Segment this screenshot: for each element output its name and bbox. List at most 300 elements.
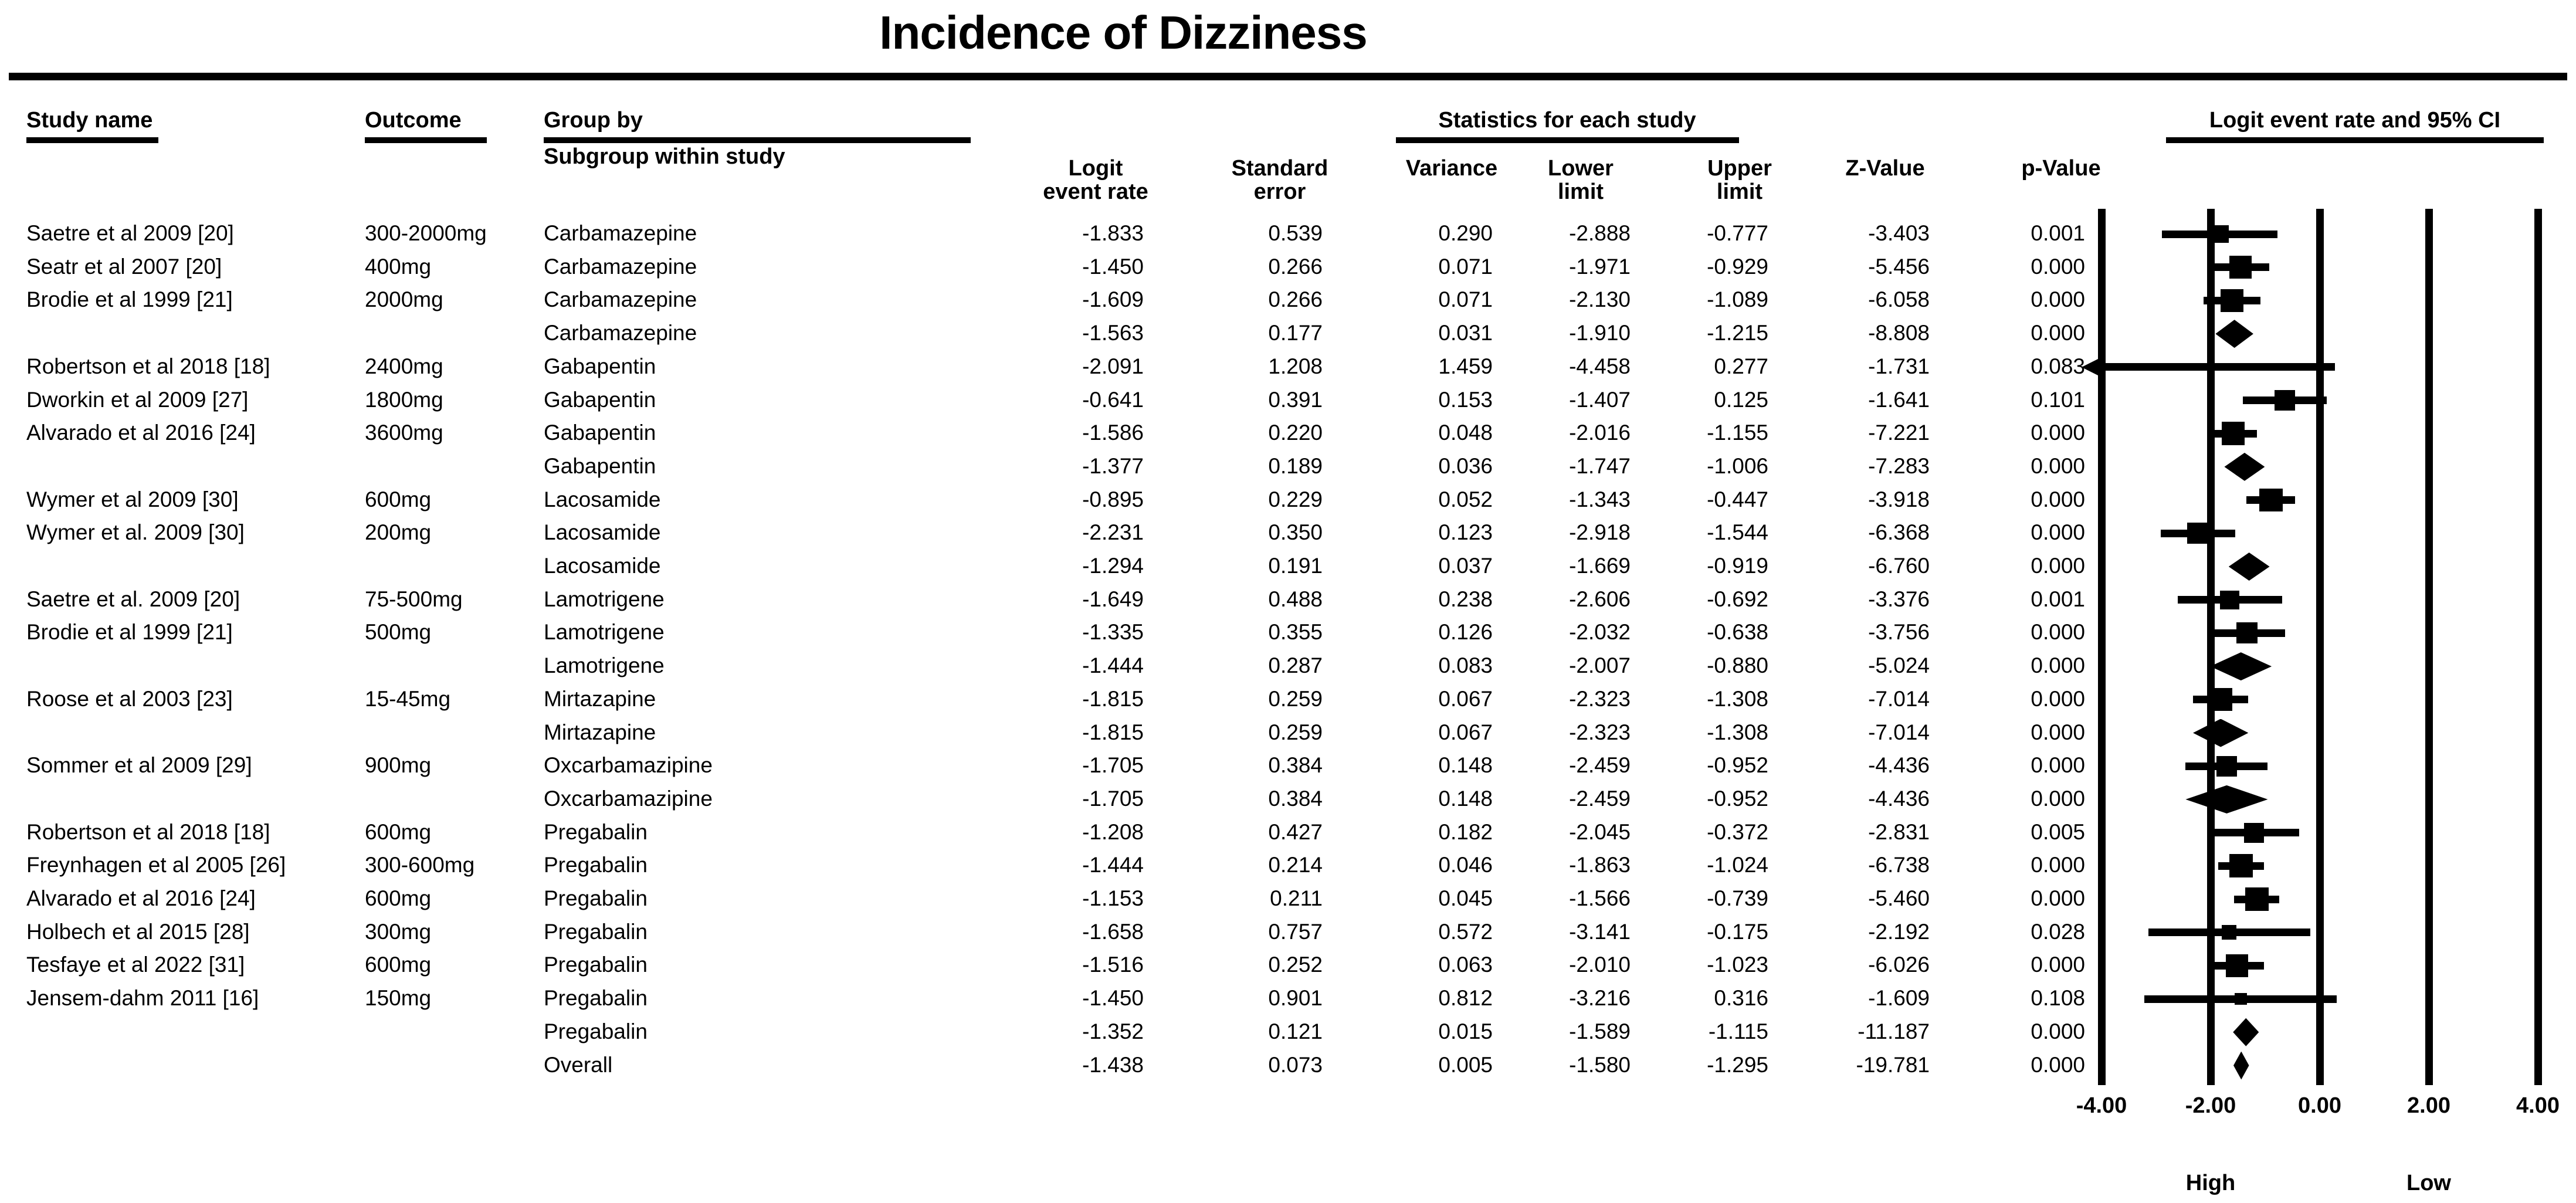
group-cell: Pregabalin [544, 1019, 648, 1043]
z-value-cell: -6.368 [1868, 520, 1930, 545]
point-estimate-marker [2211, 225, 2229, 243]
study-name-cell: Wymer et al. 2009 [30] [26, 520, 245, 545]
upper-limit-cell: -0.919 [1707, 554, 1768, 578]
z-value-cell: -3.756 [1868, 620, 1930, 645]
z-value-cell: -6.058 [1868, 287, 1930, 312]
p-value-cell: 0.000 [2031, 1019, 2085, 1043]
group-cell: Overall [544, 1052, 613, 1077]
variance-cell: 0.290 [1438, 221, 1493, 245]
col-header-group-by: Group by [544, 108, 643, 133]
upper-limit-cell: -0.372 [1707, 819, 1768, 844]
point-estimate-marker [2245, 887, 2269, 911]
p-value-cell: 0.000 [2031, 953, 2085, 977]
outcome-cell: 3600mg [365, 421, 443, 445]
lower-limit-cell: -1.566 [1569, 886, 1631, 910]
outcome-cell: 600mg [365, 886, 432, 910]
standard-error-cell: 0.189 [1268, 453, 1323, 478]
group-cell: Gabapentin [544, 421, 656, 445]
group-cell: Carbamazepine [544, 254, 697, 279]
point-estimate-marker [2209, 688, 2232, 711]
logit-event-rate-cell: -1.705 [1082, 753, 1144, 778]
p-value-cell: 0.000 [2031, 287, 2085, 312]
logit-event-rate-cell: -1.208 [1082, 819, 1144, 844]
logit-event-rate-cell: -1.815 [1082, 720, 1144, 744]
statistics-underline [1396, 137, 1739, 143]
col-header-lower-line1: Lower [1548, 156, 1614, 181]
study-name-cell: Saetre et al 2009 [20] [26, 221, 234, 245]
study-name-cell: Freynhagen et al 2005 [26] [26, 853, 286, 877]
outcome-underline [365, 137, 487, 143]
standard-error-cell: 0.259 [1268, 686, 1323, 711]
p-value-cell: 0.000 [2031, 853, 2085, 877]
standard-error-cell: 0.177 [1268, 321, 1323, 345]
z-value-cell: -7.014 [1868, 686, 1930, 711]
logit-event-rate-cell: -2.231 [1082, 520, 1144, 545]
upper-limit-cell: -1.024 [1707, 853, 1768, 877]
group-cell: Gabapentin [544, 453, 656, 478]
p-value-cell: 0.000 [2031, 686, 2085, 711]
z-value-cell: -2.192 [1868, 919, 1930, 944]
point-estimate-marker [2244, 823, 2264, 843]
group-cell: Gabapentin [544, 354, 656, 378]
group-cell: Carbamazepine [544, 221, 697, 245]
outcome-cell: 1800mg [365, 387, 443, 412]
standard-error-cell: 0.252 [1268, 953, 1323, 977]
standard-error-cell: 0.266 [1268, 254, 1323, 279]
group-cell: Pregabalin [544, 886, 648, 910]
logit-event-rate-cell: -1.335 [1082, 620, 1144, 645]
group-cell: Lacosamide [544, 487, 661, 511]
point-estimate-marker [2222, 925, 2236, 940]
variance-cell: 0.148 [1438, 753, 1493, 778]
col-header-subgroup: Subgroup within study [544, 144, 785, 169]
z-value-cell: -11.187 [1858, 1019, 1930, 1043]
col-header-logit-line1: Logit [1068, 156, 1123, 181]
study-name-cell: Jensem-dahm 2011 [16] [26, 986, 259, 1011]
standard-error-cell: 0.191 [1268, 554, 1323, 578]
upper-limit-cell: -1.308 [1707, 686, 1768, 711]
upper-limit-cell: -1.115 [1708, 1019, 1768, 1043]
lower-limit-cell: -1.863 [1569, 853, 1631, 877]
study-name-cell: Wymer et al 2009 [30] [26, 487, 239, 511]
lower-limit-cell: -1.343 [1569, 487, 1631, 511]
lower-limit-cell: -2.007 [1569, 653, 1631, 678]
upper-limit-cell: -0.175 [1707, 919, 1768, 944]
lower-limit-cell: -2.010 [1569, 953, 1631, 977]
study-name-cell: Brodie et al 1999 [21] [26, 620, 233, 645]
logit-event-rate-cell: -1.649 [1082, 587, 1144, 611]
standard-error-cell: 0.901 [1268, 986, 1323, 1011]
axis-tick-label: -4.00 [2076, 1093, 2127, 1118]
p-value-cell: 0.001 [2031, 221, 2085, 245]
col-header-lower-limit [1548, 157, 1614, 204]
standard-error-cell: 0.266 [1268, 287, 1323, 312]
p-value-cell: 0.000 [2031, 453, 2085, 478]
lower-limit-cell: -1.589 [1569, 1019, 1631, 1043]
lower-limit-cell: -3.141 [1569, 919, 1631, 944]
p-value-cell: 0.000 [2031, 1052, 2085, 1077]
logit-event-rate-cell: -1.450 [1082, 254, 1144, 279]
logit-event-rate-cell: -0.641 [1082, 387, 1144, 412]
p-value-cell: 0.101 [2031, 387, 2085, 412]
col-header-se-line2: error [1253, 179, 1306, 204]
p-value-cell: 0.000 [2031, 786, 2085, 811]
p-value-cell: 0.108 [2031, 986, 2085, 1011]
lower-limit-cell: -2.130 [1569, 287, 1631, 312]
axis-direction-label-high: High [2185, 1171, 2236, 1195]
outcome-cell: 150mg [365, 986, 432, 1011]
variance-cell: 0.071 [1438, 254, 1493, 279]
point-estimate-marker [2229, 256, 2252, 279]
axis-tick-label: -2.00 [2185, 1093, 2236, 1118]
variance-cell: 1.459 [1438, 354, 1493, 378]
z-value-cell: -6.026 [1868, 953, 1930, 977]
plot-gridline [2534, 209, 2542, 1085]
outcome-cell: 200mg [365, 520, 432, 545]
group-cell: Pregabalin [544, 819, 648, 844]
z-value-cell: -4.436 [1868, 753, 1930, 778]
variance-cell: 0.067 [1438, 686, 1493, 711]
standard-error-cell: 0.121 [1268, 1019, 1323, 1043]
standard-error-cell: 0.355 [1268, 620, 1323, 645]
logit-event-rate-cell: -1.705 [1082, 786, 1144, 811]
group-cell: Pregabalin [544, 919, 648, 944]
study-name-cell: Robertson et al 2018 [18] [26, 819, 270, 844]
axis-tick-label: 4.00 [2516, 1093, 2560, 1118]
p-value-cell: 0.000 [2031, 421, 2085, 445]
z-value-cell: -1.609 [1868, 986, 1930, 1011]
upper-limit-cell: -1.544 [1707, 520, 1768, 545]
group-cell: Lacosamide [544, 520, 661, 545]
axis-tick-label: 2.00 [2407, 1093, 2450, 1118]
col-header-z-line2: Z-Value [1845, 156, 1925, 181]
col-header-study-name: Study name [26, 108, 153, 133]
standard-error-cell: 0.214 [1268, 853, 1323, 877]
lower-limit-cell: -3.216 [1569, 986, 1631, 1011]
upper-limit-cell: -0.929 [1707, 254, 1768, 279]
standard-error-cell: 0.259 [1268, 720, 1323, 744]
logit-event-rate-cell: -1.609 [1082, 287, 1144, 312]
logit-event-rate-cell: -1.377 [1082, 453, 1144, 478]
summary-diamond-marker [2193, 719, 2248, 747]
standard-error-cell: 0.539 [1268, 221, 1323, 245]
plot-gridline [2207, 209, 2215, 1085]
p-value-cell: 0.000 [2031, 321, 2085, 345]
col-header-upper-line1: Upper [1707, 156, 1772, 181]
variance-cell: 0.067 [1438, 720, 1493, 744]
col-header-lower-line2: limit [1557, 179, 1604, 204]
logit-event-rate-cell: -1.444 [1082, 853, 1144, 877]
outcome-cell: 600mg [365, 819, 432, 844]
col-header-se-line1: Standard [1231, 156, 1328, 181]
group-cell: Lamotrigene [544, 653, 665, 678]
lower-limit-cell: -1.971 [1569, 254, 1631, 279]
study-name-cell: Tesfaye et al 2022 [31] [26, 953, 245, 977]
logit-event-rate-cell: -1.563 [1082, 321, 1144, 345]
p-value-cell: 0.001 [2031, 587, 2085, 611]
upper-limit-cell: 0.316 [1714, 986, 1768, 1011]
col-header-variance [1406, 157, 1497, 181]
study-name-cell: Alvarado et al 2016 [24] [26, 421, 256, 445]
z-value-cell: -6.738 [1868, 853, 1930, 877]
study-name-cell: Holbech et al 2015 [28] [26, 919, 250, 944]
upper-limit-cell: -1.308 [1707, 720, 1768, 744]
lower-limit-cell: -2.606 [1569, 587, 1631, 611]
col-header-logit-line2: event rate [1043, 179, 1148, 204]
outcome-cell: 15-45mg [365, 686, 451, 711]
standard-error-cell: 0.073 [1268, 1052, 1323, 1077]
study-name-cell: Alvarado et al 2016 [24] [26, 886, 256, 910]
summary-diamond-marker [2224, 453, 2265, 481]
group-cell: Mirtazapine [544, 686, 656, 711]
standard-error-cell: 0.384 [1268, 786, 1323, 811]
group-cell: Carbamazepine [544, 321, 697, 345]
logit-event-rate-cell: -1.516 [1082, 953, 1144, 977]
page-title: Incidence of Dizziness [879, 6, 1367, 59]
variance-cell: 0.031 [1438, 321, 1493, 345]
outcome-cell: 500mg [365, 620, 432, 645]
p-value-cell: 0.028 [2031, 919, 2085, 944]
outcome-cell: 300-2000mg [365, 221, 487, 245]
logit-event-rate-cell: -1.815 [1082, 686, 1144, 711]
outcome-cell: 600mg [365, 487, 432, 511]
point-estimate-marker [2259, 489, 2283, 512]
upper-limit-cell: 0.277 [1714, 354, 1768, 378]
point-estimate-marker [2222, 422, 2245, 445]
point-estimate-marker [2187, 523, 2208, 544]
outcome-cell: 300-600mg [365, 853, 475, 877]
variance-cell: 0.812 [1438, 986, 1493, 1011]
z-value-cell: -7.221 [1868, 421, 1930, 445]
col-header-z-value [1845, 157, 1924, 181]
variance-cell: 0.045 [1438, 886, 1493, 910]
p-value-cell: 0.083 [2031, 354, 2085, 378]
col-header-variance-line2: Variance [1405, 156, 1498, 181]
lower-limit-cell: -1.747 [1569, 453, 1631, 478]
upper-limit-cell: -0.638 [1707, 620, 1768, 645]
standard-error-cell: 0.391 [1268, 387, 1323, 412]
standard-error-cell: 0.757 [1268, 919, 1323, 944]
logit-event-rate-cell: -1.658 [1082, 919, 1144, 944]
study-name-underline [26, 137, 158, 143]
upper-limit-cell: -1.006 [1707, 453, 1768, 478]
summary-diamond-marker [2233, 1052, 2249, 1080]
variance-cell: 0.052 [1438, 487, 1493, 511]
lower-limit-cell: -2.459 [1569, 753, 1631, 778]
axis-tick-label: 0.00 [2298, 1093, 2341, 1118]
standard-error-cell: 0.384 [1268, 753, 1323, 778]
group-cell: Pregabalin [544, 853, 648, 877]
logit-event-rate-cell: -1.833 [1082, 221, 1144, 245]
point-estimate-marker [2226, 954, 2249, 977]
study-name-cell: Robertson et al 2018 [18] [26, 354, 270, 378]
col-header-statistics-group: Statistics for each study [1438, 108, 1696, 133]
point-estimate-marker [2216, 756, 2237, 777]
lower-limit-cell: -1.580 [1569, 1052, 1631, 1077]
variance-cell: 0.036 [1438, 453, 1493, 478]
variance-cell: 0.148 [1438, 786, 1493, 811]
p-value-cell: 0.000 [2031, 653, 2085, 678]
standard-error-cell: 0.488 [1268, 587, 1323, 611]
z-value-cell: -3.918 [1868, 487, 1930, 511]
lower-limit-cell: -2.016 [1569, 421, 1631, 445]
study-name-cell: Seatr et al 2007 [20] [26, 254, 222, 279]
variance-cell: 0.063 [1438, 953, 1493, 977]
variance-cell: 0.153 [1438, 387, 1493, 412]
lower-limit-cell: -2.045 [1569, 819, 1631, 844]
lower-limit-cell: -1.910 [1569, 321, 1631, 345]
upper-limit-cell: -0.952 [1707, 786, 1768, 811]
outcome-cell: 400mg [365, 254, 432, 279]
col-header-p-value [2021, 157, 2100, 181]
z-value-cell: -7.283 [1868, 453, 1930, 478]
col-header-upper-limit [1707, 157, 1772, 204]
z-value-cell: -7.014 [1868, 720, 1930, 744]
outcome-cell: 2400mg [365, 354, 443, 378]
variance-cell: 0.005 [1438, 1052, 1493, 1077]
col-header-upper-line2: limit [1716, 179, 1763, 204]
col-header-standard-error [1232, 157, 1328, 204]
z-value-cell: -19.781 [1856, 1052, 1930, 1077]
lower-limit-cell: -1.669 [1569, 554, 1631, 578]
upper-limit-cell: -0.880 [1707, 653, 1768, 678]
ci-line [2102, 363, 2335, 371]
upper-limit-cell: -1.295 [1707, 1052, 1768, 1077]
logit-event-rate-cell: -2.091 [1082, 354, 1144, 378]
variance-cell: 0.048 [1438, 421, 1493, 445]
outcome-cell: 600mg [365, 953, 432, 977]
point-estimate-marker [2236, 622, 2258, 643]
p-value-cell: 0.000 [2031, 487, 2085, 511]
variance-cell: 0.572 [1438, 919, 1493, 944]
upper-limit-cell: -0.692 [1707, 587, 1768, 611]
col-header-plot-group: Logit event rate and 95% CI [2209, 108, 2501, 133]
p-value-cell: 0.000 [2031, 554, 2085, 578]
lower-limit-cell: -2.918 [1569, 520, 1631, 545]
lower-limit-cell: -2.032 [1569, 620, 1631, 645]
standard-error-cell: 0.427 [1268, 819, 1323, 844]
standard-error-cell: 0.229 [1268, 487, 1323, 511]
variance-cell: 0.126 [1438, 620, 1493, 645]
point-estimate-marker [2202, 364, 2209, 371]
lower-limit-cell: -2.459 [1569, 786, 1631, 811]
study-name-cell: Brodie et al 1999 [21] [26, 287, 233, 312]
summary-diamond-marker [2185, 785, 2267, 814]
variance-cell: 0.238 [1438, 587, 1493, 611]
upper-limit-cell: -1.023 [1707, 953, 1768, 977]
logit-event-rate-cell: -1.352 [1082, 1019, 1144, 1043]
p-value-cell: 0.000 [2031, 720, 2085, 744]
summary-diamond-marker [2233, 1018, 2259, 1046]
logit-event-rate-cell: -1.444 [1082, 653, 1144, 678]
upper-limit-cell: -1.155 [1707, 421, 1768, 445]
group-cell: Lacosamide [544, 554, 661, 578]
standard-error-cell: 0.211 [1270, 886, 1323, 910]
group-by-underline [544, 137, 971, 143]
z-value-cell: -4.436 [1868, 786, 1930, 811]
z-value-cell: -1.641 [1868, 387, 1930, 412]
standard-error-cell: 0.287 [1268, 653, 1323, 678]
upper-limit-cell: -0.739 [1707, 886, 1768, 910]
study-name-cell: Saetre et al. 2009 [20] [26, 587, 240, 611]
logit-event-rate-cell: -1.153 [1082, 886, 1144, 910]
variance-cell: 0.037 [1438, 554, 1493, 578]
upper-limit-cell: -1.215 [1707, 321, 1768, 345]
point-estimate-marker [2235, 993, 2247, 1005]
variance-cell: 0.046 [1438, 853, 1493, 877]
outcome-cell: 75-500mg [365, 587, 463, 611]
plot-gridline [2425, 209, 2433, 1085]
upper-limit-cell: -1.089 [1707, 287, 1768, 312]
group-cell: Carbamazepine [544, 287, 697, 312]
lower-limit-cell: -2.888 [1569, 221, 1631, 245]
col-header-outcome: Outcome [365, 108, 462, 133]
p-value-cell: 0.000 [2031, 620, 2085, 645]
study-name-cell: Roose et al 2003 [23] [26, 686, 233, 711]
standard-error-cell: 0.350 [1268, 520, 1323, 545]
p-value-cell: 0.000 [2031, 520, 2085, 545]
z-value-cell: -3.376 [1868, 587, 1930, 611]
point-estimate-marker [2220, 591, 2239, 609]
axis-direction-label-low: Low [2406, 1171, 2451, 1195]
summary-diamond-marker [2229, 553, 2270, 581]
group-cell: Oxcarbamazipine [544, 786, 713, 811]
group-cell: Lamotrigene [544, 620, 665, 645]
p-value-cell: 0.000 [2031, 254, 2085, 279]
z-value-cell: -5.460 [1868, 886, 1930, 910]
z-value-cell: -1.731 [1868, 354, 1930, 378]
upper-limit-cell: -0.777 [1707, 221, 1768, 245]
lower-limit-cell: -4.458 [1569, 354, 1631, 378]
z-value-cell: -3.403 [1868, 221, 1930, 245]
upper-limit-cell: -0.447 [1707, 487, 1768, 511]
plot-header-underline [2166, 137, 2544, 143]
p-value-cell: 0.005 [2031, 819, 2085, 844]
variance-cell: 0.083 [1438, 653, 1493, 678]
group-cell: Oxcarbamazipine [544, 753, 713, 778]
z-value-cell: -8.808 [1868, 321, 1930, 345]
summary-diamond-marker [2215, 320, 2253, 348]
group-cell: Mirtazapine [544, 720, 656, 744]
upper-limit-cell: 0.125 [1714, 387, 1768, 412]
group-cell: Pregabalin [544, 986, 648, 1011]
title-rule [9, 73, 2567, 80]
standard-error-cell: 0.220 [1268, 421, 1323, 445]
logit-event-rate-cell: -1.438 [1082, 1052, 1144, 1077]
z-value-cell: -2.831 [1868, 819, 1930, 844]
point-estimate-marker [2221, 289, 2243, 312]
group-cell: Lamotrigene [544, 587, 665, 611]
variance-cell: 0.123 [1438, 520, 1493, 545]
lower-limit-cell: -2.323 [1569, 720, 1631, 744]
z-value-cell: -5.024 [1868, 653, 1930, 678]
logit-event-rate-cell: -1.294 [1082, 554, 1144, 578]
plot-gridline [2316, 209, 2324, 1085]
ci-clipped-arrow-left-icon [2082, 357, 2102, 377]
outcome-cell: 2000mg [365, 287, 443, 312]
point-estimate-marker [2229, 854, 2253, 877]
p-value-cell: 0.000 [2031, 886, 2085, 910]
outcome-cell: 300mg [365, 919, 432, 944]
group-cell: Gabapentin [544, 387, 656, 412]
z-value-cell: -6.760 [1868, 554, 1930, 578]
logit-event-rate-cell: -0.895 [1082, 487, 1144, 511]
outcome-cell: 900mg [365, 753, 432, 778]
study-name-cell: Sommer et al 2009 [29] [26, 753, 252, 778]
study-name-cell: Dworkin et al 2009 [27] [26, 387, 249, 412]
standard-error-cell: 1.208 [1268, 354, 1323, 378]
logit-event-rate-cell: -1.586 [1082, 421, 1144, 445]
